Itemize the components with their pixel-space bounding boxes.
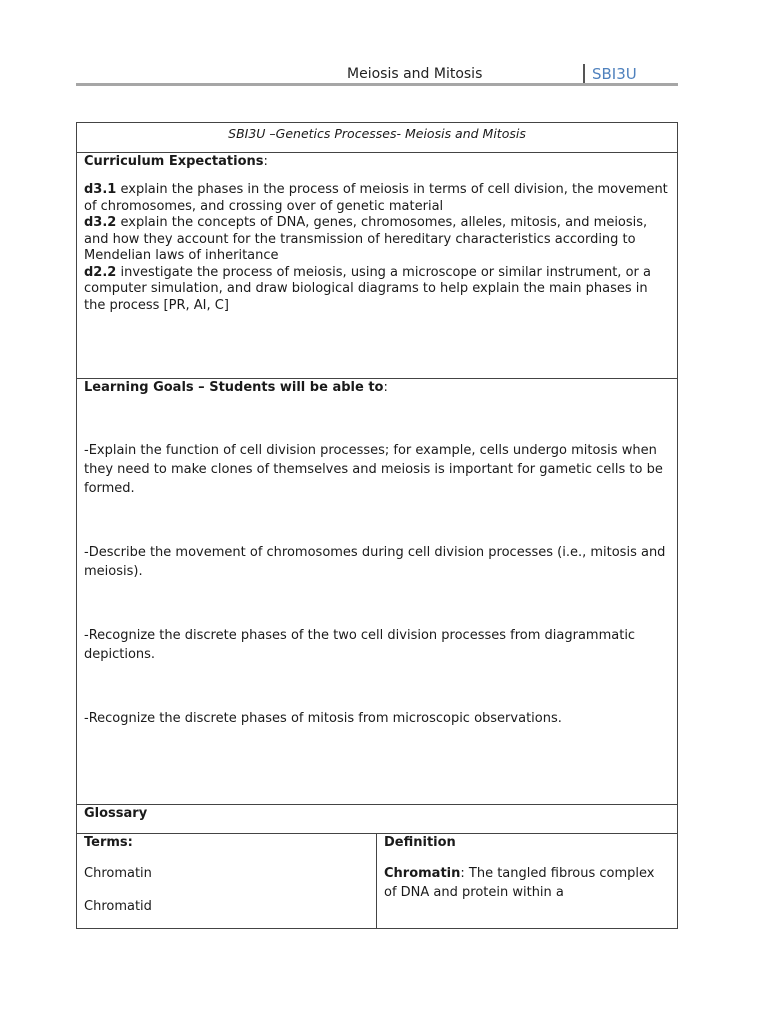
- learning-goal-item: -Describe the movement of chromosomes during cell division processes (i.e., mitosis and meiosis).: [84, 545, 666, 579]
- header-separator-bar: [583, 64, 585, 83]
- learning-goals-heading: Learning Goals – Students will be able to:: [84, 380, 388, 395]
- glossary-heading: Glossary: [84, 806, 148, 821]
- page-header: [76, 62, 678, 86]
- course-code: SBI3U: [592, 65, 637, 83]
- expectation-text: investigate the process of meiosis, using a microscope or similar instrument, or a computer simulation, and draw biological diagrams to help explain the main phases in the process [PR, AI, C]: [84, 264, 651, 313]
- definition-text: Chromatin: The tangled fibrous complex of DNA and protein within a: [384, 866, 655, 900]
- table-title-row: [77, 123, 677, 153]
- glossary-section: [77, 805, 677, 834]
- expectation-item: [84, 215, 670, 265]
- expectation-code: d3.2: [84, 215, 117, 230]
- terms-column: [77, 834, 377, 928]
- expectation-code: d3.1: [84, 182, 117, 197]
- curriculum-section: [77, 153, 677, 379]
- header-rule: [76, 83, 678, 86]
- glossary-term: Chromatin: [84, 866, 152, 881]
- expectation-item: [84, 182, 670, 215]
- definition-term: Chromatin: [384, 866, 461, 881]
- expectation-text: explain the concepts of DNA, genes, chromosomes, alleles, mitosis, and meiosis, and how they account for the transmission of hereditary characteristics according to Mendelian laws of inheritance: [84, 215, 648, 263]
- learning-goal-item: -Recognize the discrete phases of the two cell division processes from diagrammatic depictions.: [84, 628, 636, 662]
- document-title: Meiosis and Mitosis: [347, 66, 483, 82]
- expectation-text: explain the phases in the process of meiosis in terms of cell division, the movement of chromosomes, and crossing over of genetic material: [84, 182, 668, 214]
- expectation-item: [84, 265, 670, 315]
- definition-column: [377, 834, 677, 928]
- learning-goal-item: -Recognize the discrete phases of mitosis from microscopic observations.: [84, 711, 562, 726]
- glossary-term: Chromatid: [84, 899, 152, 914]
- terms-heading: Terms:: [84, 835, 133, 850]
- curriculum-heading: Curriculum Expectations:: [84, 154, 268, 169]
- table-title: SBI3U –Genetics Processes- Meiosis and Mitosis: [228, 126, 526, 141]
- learning-goals-section: [77, 379, 677, 805]
- expectation-code: d2.2: [84, 264, 117, 280]
- learning-goal-item: -Explain the function of cell division processes; for example, cells undergo mitosis when they need to make clones of themselves and meiosis is important for gametic cells to be formed.: [84, 443, 663, 496]
- lesson-table: [76, 122, 678, 929]
- glossary-terms-row: [77, 834, 677, 928]
- definition-heading: Definition: [384, 835, 456, 850]
